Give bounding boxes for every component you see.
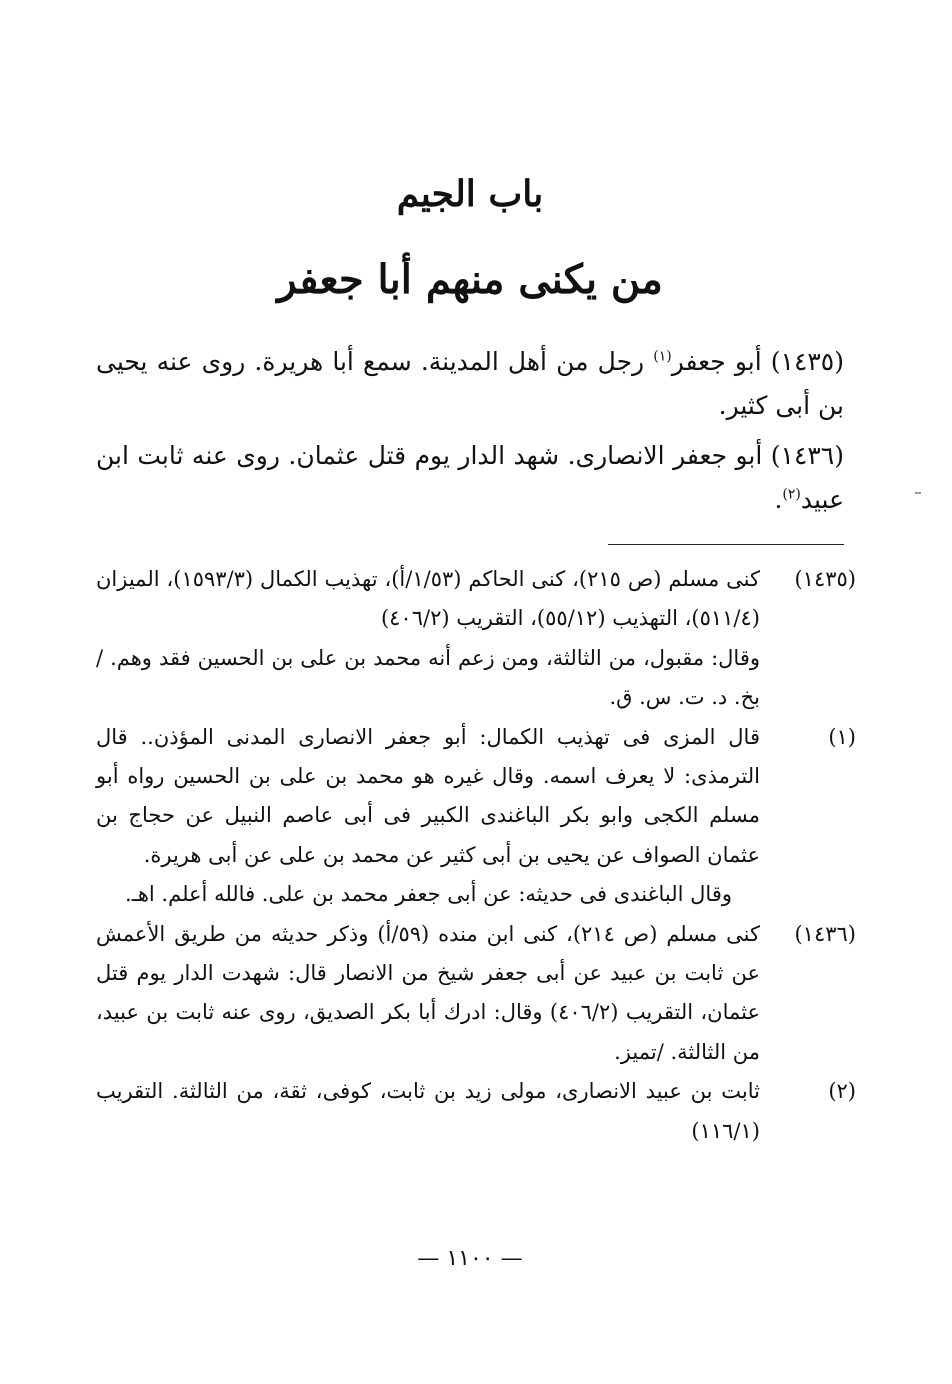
entry-text: (١٤٣٥) أبو جعفر <box>671 347 844 376</box>
footnote-1436 <box>96 915 856 1073</box>
footnote-number: (١٤٣٥) <box>794 567 856 591</box>
footnote-1 <box>96 718 856 915</box>
footnote-text: وقال: مقبول، من الثالثة، ومن زعم أنه محمد بن على بن الحسين فقد وهم. /بخ. د. ت. س. ق. <box>96 645 760 710</box>
footnote-text: ثابت بن عبيد الانصارى، مولى زيد بن ثابت، كوفى، ثقة، من الثالثة. التقريب (١١٦/١) <box>96 1079 760 1143</box>
footnote-body <box>96 1072 760 1151</box>
footnote-number: (١٤٣٦) <box>794 921 856 946</box>
footnote-1435 <box>96 560 856 718</box>
page-number: — ١١٠٠ — <box>417 1246 523 1271</box>
scan-mark <box>915 492 921 494</box>
footnote-body <box>96 915 760 1073</box>
footnote-2 <box>96 1072 856 1151</box>
footnote-number: (٢) <box>828 1079 856 1104</box>
footnote-ref-2: (٢) <box>782 486 801 503</box>
footnote-text: كنى مسلم (ص ٢١٥)، كنى الحاكم (١/٥٣/أ)، تهذيب الكمال (١٥٩٣/٣)، الميزان (٥١١/٤)، التهذيب (٥٥/١٢)، التقريب (٤٠٦/٢) <box>96 567 760 631</box>
entry-text: (١٤٣٦) أبو جعفر الانصارى. شهد الدار يوم قتل عثمان. روى عنه ثابت ابن عبيد <box>96 441 844 514</box>
entry-text: . <box>774 485 783 514</box>
chapter-title: باب الجيم <box>396 173 544 215</box>
footnote-body <box>96 718 760 915</box>
footnote-text: كنى مسلم (ص ٢١٤)، كنى ابن منده (٥٩/أ) وذكر حديثه من طريق الأعمش عن ثابت بن عبيد عن أبى جعفر شيخ من الانصار قال: شهدت الدار يوم قتل عثمان، التقريب (٤٠٦/٢) وقال: ادرك أبا بكر الصديق، روى عنه ثابت بن عبيد، من الثالثة. /تميز. <box>96 921 761 1064</box>
entries-list <box>96 340 844 528</box>
footnote-ref-1: (١) <box>653 348 672 365</box>
section-title: من يكنى منهم أبا جعفر <box>277 256 663 303</box>
footnote-text: قال المزى فى تهذيب الكمال: أبو جعفر الانصارى المدنى المؤذن.. قال الترمذى: لا يعرف اسمه. وقال غيره هو محمد بن على بن الحسين رواه أبو مسلم الكجى وابو بكر الباغندى الكبير فى أبى عاصم النبيل عن حجاج بن عثمان الصواف عن يحيى بن أبى كثير عن محمد بن على عن أبى هريرة. <box>96 724 760 867</box>
entry-1436 <box>96 434 844 522</box>
footnote-number: (١) <box>828 724 856 749</box>
entry-text: رجل من أهل المدينة. سمع أبا هريرة. روى عنه يحيى بن أبى كثير. <box>96 347 844 420</box>
footnotes <box>96 560 856 1151</box>
footnote-separator <box>608 544 844 545</box>
footnote-body <box>96 560 760 718</box>
entry-1435 <box>96 340 844 428</box>
footnote-text: وقال الباغندى فى حديثه: عن أبى جعفر محمد بن على. فالله أعلم. اهـ. <box>125 882 732 907</box>
document-page <box>96 0 856 1384</box>
